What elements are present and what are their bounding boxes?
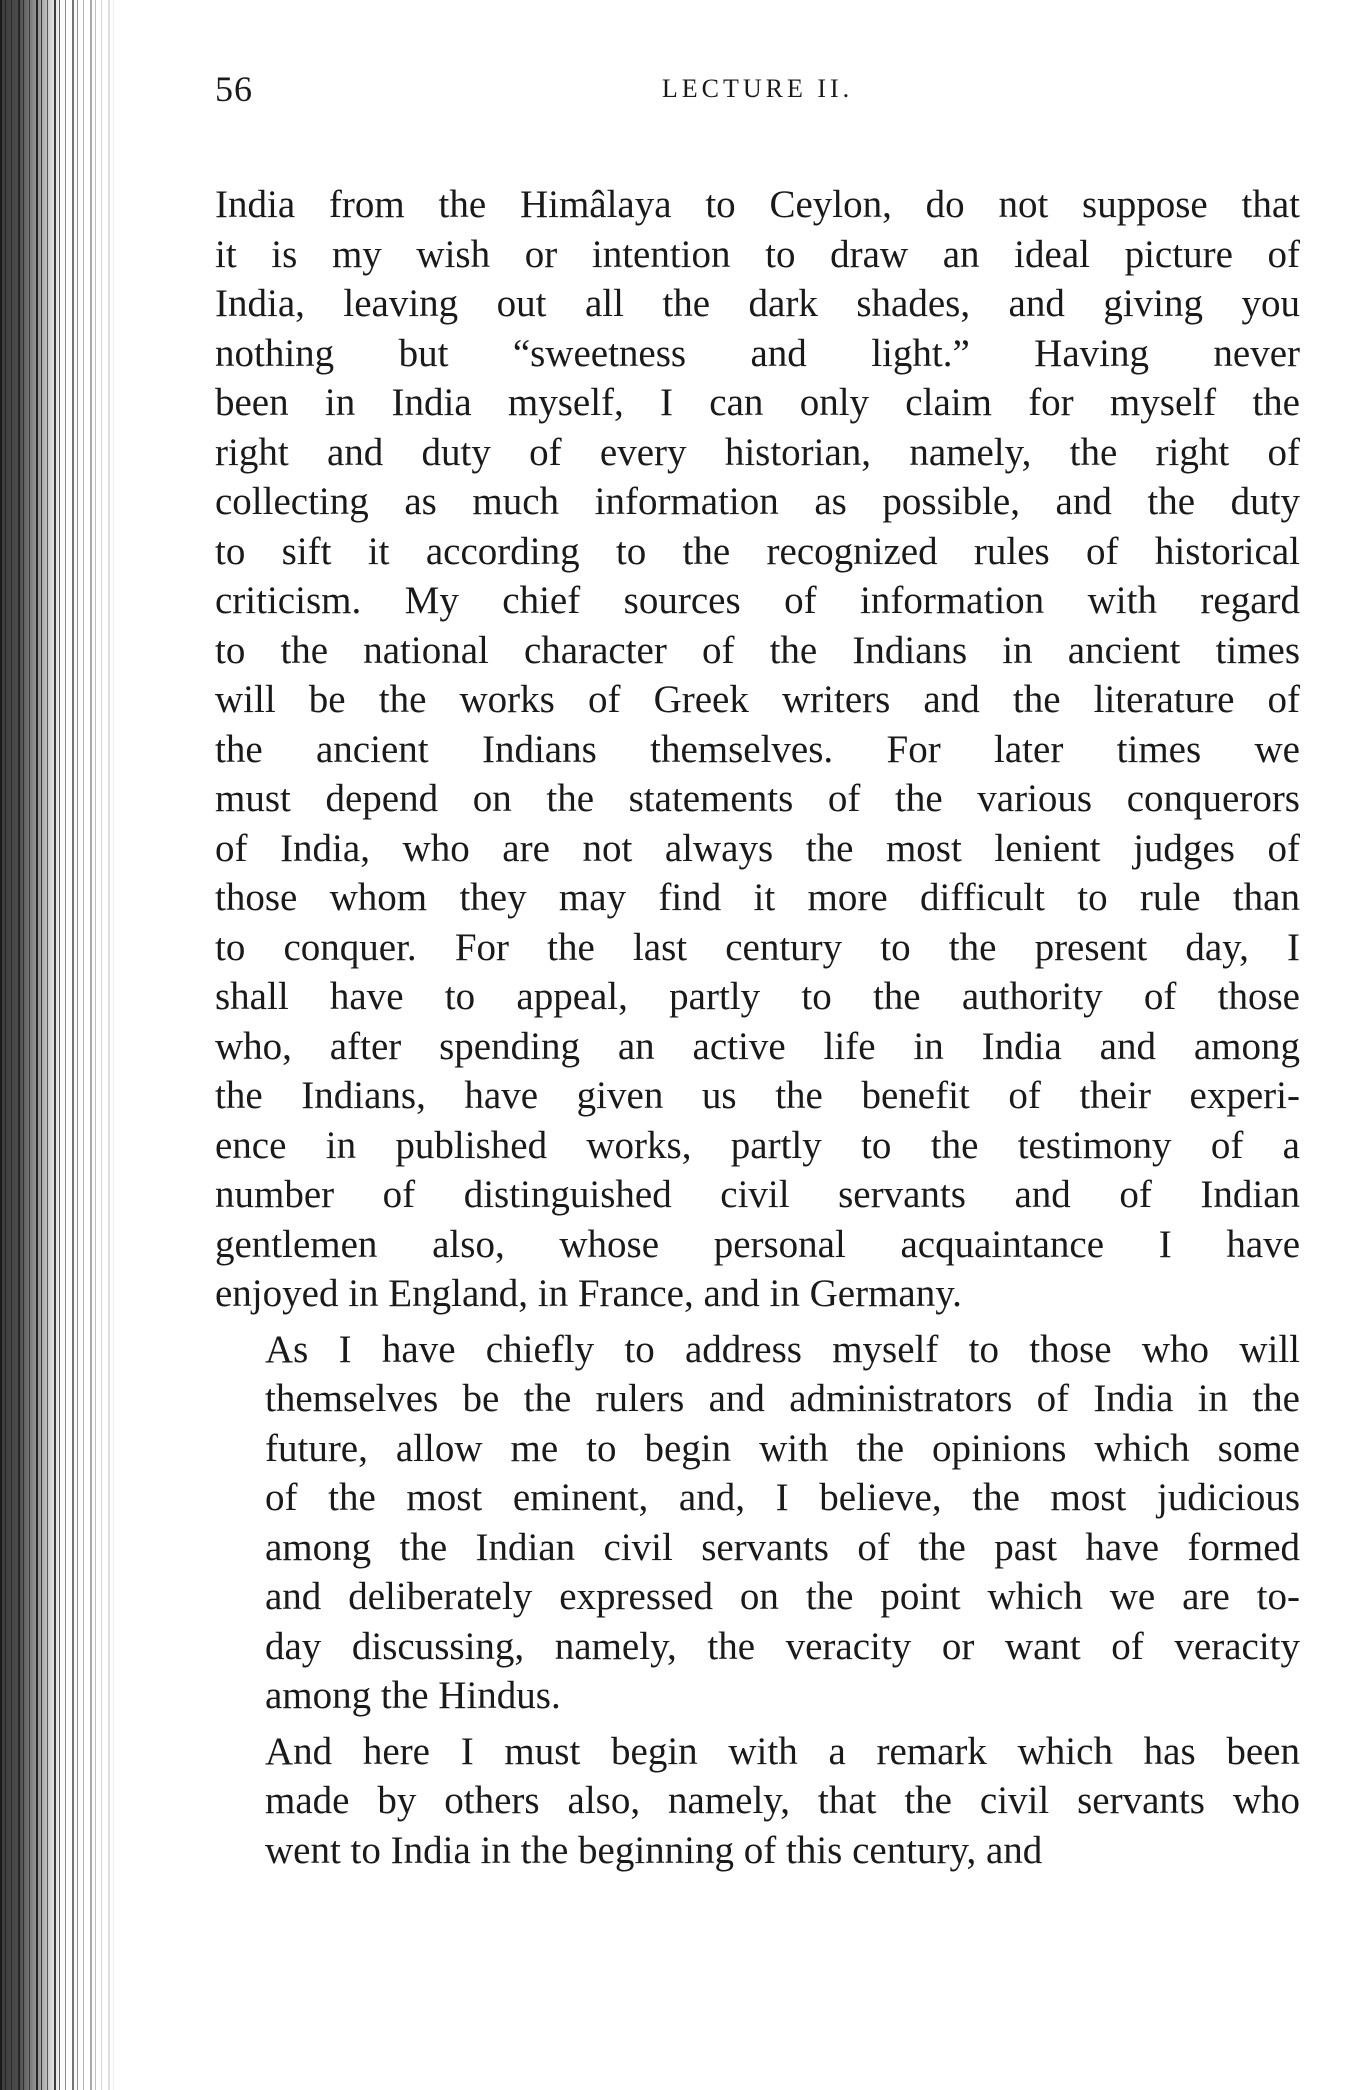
text-line: criticism. My chief sources of information with regard [215, 579, 1300, 622]
text-line: the Indians, have given us the benefit of their experi- [215, 1074, 1300, 1117]
text-line: enjoyed in England, in France, and in Germany. [215, 1272, 962, 1315]
body-text [215, 180, 1300, 1875]
paragraph [215, 1727, 1300, 1876]
book-gutter-shadow [0, 0, 60, 2090]
text-line: been in India myself, I can only claim for myself the [215, 381, 1300, 424]
text-line: As I have chiefly to address myself to those who will [265, 1327, 1300, 1371]
text-line: and deliberately expressed on the point which we are to- [265, 1575, 1300, 1618]
text-line: collecting as much information as possible, and the duty [215, 480, 1300, 523]
page-number: 56 [215, 69, 253, 109]
text-line: And here I must begin with a remark which has been [265, 1729, 1300, 1773]
text-line: future, allow me to begin with the opinions which some [265, 1426, 1300, 1470]
book-page [215, 50, 1300, 1881]
text-line: gentlemen also, whose personal acquaintance I have [215, 1222, 1300, 1266]
text-line: right and duty of every historian, namely, the right of [215, 430, 1300, 474]
text-line: must depend on the statements of the various conquerors [215, 777, 1300, 820]
text-line: those whom they may find it more difficult to rule than [215, 876, 1300, 919]
running-head [215, 50, 1300, 110]
text-line: India, leaving out all the dark shades, and giving you [215, 282, 1300, 325]
text-line: among the Indian civil servants of the past have formed [265, 1525, 1300, 1569]
text-line: who, after spending an active life in India and among [215, 1024, 1300, 1068]
text-line: the ancient Indians themselves. For later times we [215, 727, 1300, 771]
text-line: of India, who are not always the most lenient judges of [215, 826, 1300, 870]
text-line: to conquer. For the last century to the present day, I [215, 925, 1300, 969]
text-line: will be the works of Greek writers and the literature of [215, 678, 1300, 721]
text-line: made by others also, namely, that the civil servants who [265, 1779, 1300, 1822]
text-line: among the Hindus. [265, 1674, 561, 1717]
text-line: to sift it according to the recognized rules of historical [215, 529, 1300, 573]
text-line: shall have to appeal, partly to the authority of those [215, 975, 1300, 1018]
paragraph [215, 180, 1300, 1319]
text-line: number of distinguished civil servants and of Indian [215, 1173, 1300, 1216]
paragraph [215, 1325, 1300, 1721]
text-line: day discussing, namely, the veracity or want of veracity [265, 1624, 1300, 1668]
text-line: India from the Himâlaya to Ceylon, do not suppose that [215, 183, 1300, 226]
text-line: went to India in the beginning of this century, and [265, 1828, 1043, 1872]
text-line: ence in published works, partly to the testimony of a [215, 1123, 1300, 1167]
text-line: to the national character of the Indians in ancient times [215, 628, 1300, 672]
text-line: of the most eminent, and, I believe, the most judicious [265, 1476, 1300, 1519]
text-line: it is my wish or intention to draw an ideal picture of [215, 232, 1300, 276]
lecture-title: LECTURE II. [661, 74, 854, 103]
text-line: themselves be the rulers and administrators of India in the [265, 1377, 1300, 1420]
text-line: nothing but “sweetness and light.” Having never [215, 331, 1300, 375]
